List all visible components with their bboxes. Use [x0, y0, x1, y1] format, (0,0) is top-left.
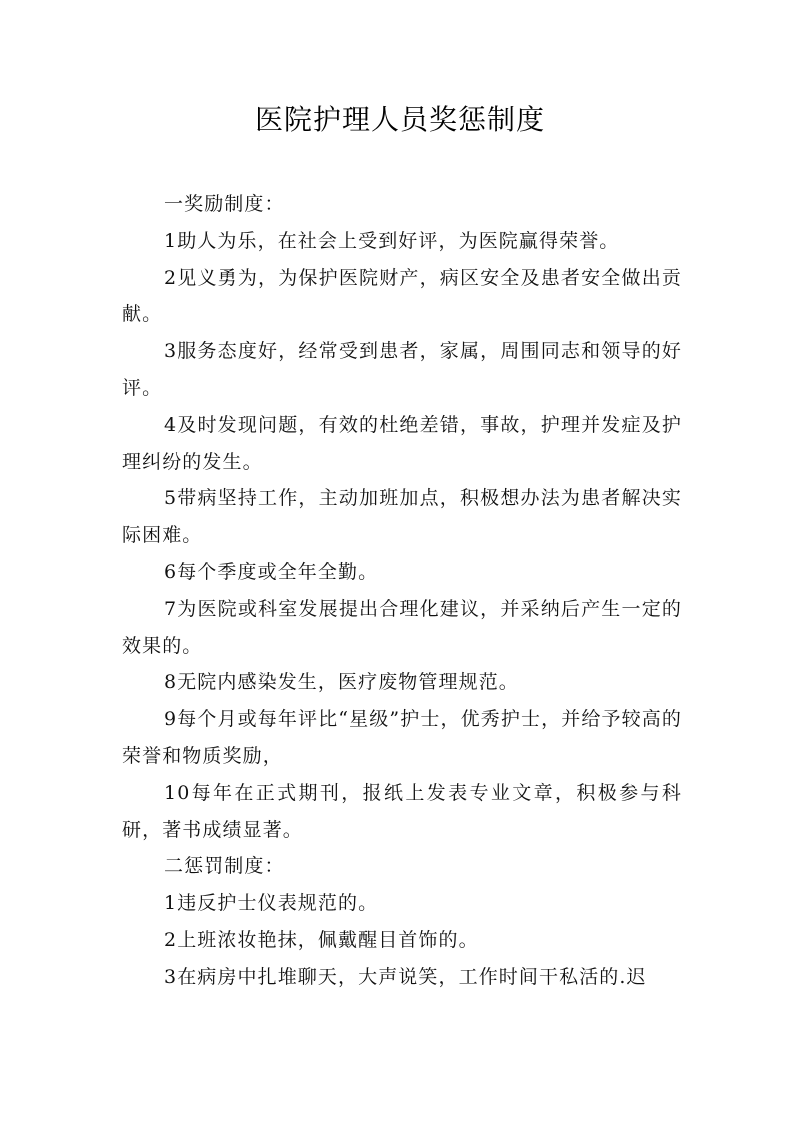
- reward-item-2: 2见义勇为，为保护医院财产，病区安全及患者安全做出贡献。: [122, 266, 682, 326]
- reward-item-6: 6每个季度或全年全勤。: [164, 560, 379, 583]
- penalty-item-3: 3在病房中扎堆聊天，大声说笑，工作时间干私活的.迟: [164, 965, 647, 988]
- reward-item-9: 9每个月或每年评比“星级”护士，优秀护士，并给予较高的荣誉和物质奖励，: [122, 708, 682, 767]
- reward-item-4: 4及时发现问题，有效的杜绝差错，事故，护理并发症及护理纠纷的发生。: [122, 413, 682, 473]
- reward-item-1: 1助人为乐，在社会上受到好评，为医院赢得荣誉。: [164, 229, 620, 252]
- document-body: [122, 186, 682, 996]
- penalty-item-1: 1违反护士仪表规范的。: [164, 892, 379, 915]
- reward-item-10: 10每年在正式期刊，报纸上发表专业文章，积极参与科研，著书成绩显著。: [122, 781, 682, 841]
- reward-item-3: 3服务态度好，经常受到患者，家属，周围同志和领导的好评。: [122, 340, 682, 399]
- section-heading-rewards: 一奖励制度：: [164, 193, 285, 215]
- document-title: 医院护理人员奖惩制度: [254, 103, 545, 136]
- reward-item-8: 8无院内感染发生，医疗废物管理规范。: [164, 671, 519, 694]
- section-heading-penalties: 二惩罚制度：: [164, 855, 285, 878]
- penalty-item-2: 2上班浓妆艳抹，佩戴醒目首饰的。: [164, 928, 479, 951]
- reward-item-5: 5带病坚持工作，主动加班加点，积极想办法为患者解决实际困难。: [122, 487, 682, 547]
- reward-item-7: 7为医院或科室发展提出合理化建议，并采纳后产生一定的效果的。: [122, 597, 682, 657]
